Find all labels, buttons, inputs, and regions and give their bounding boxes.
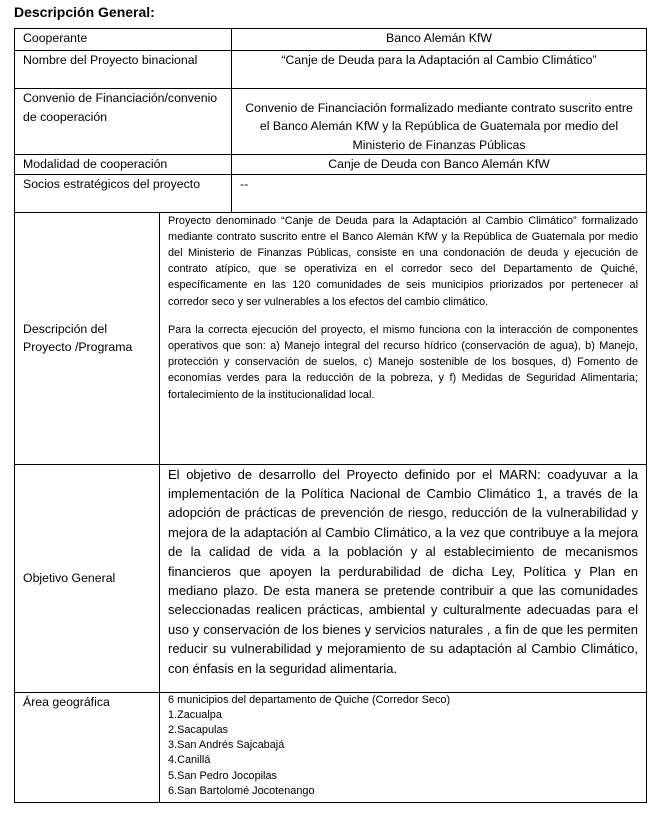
general-description-table	[14, 28, 647, 803]
area-value	[160, 692, 647, 802]
municipio-item: 2.Sacapulas	[168, 723, 228, 736]
modalidad-label: Modalidad de cooperación	[15, 155, 232, 175]
convenio-value: Convenio de Financiación formalizado mediante contrato suscrito entre el Banco Alemán KfW y la República de Guatemala por medio del Ministerio de Finanzas Públicas	[232, 89, 647, 155]
row-cooperante	[15, 29, 647, 51]
descripcion-paragraph-1: Proyecto denominado “Canje de Deuda para la Adaptación al Cambio Climático” formalizado mediante contrato suscrito entre el Banco Alemán KfW y la República de Guatemala por medio del Ministerio de Finanzas Públicas, consiste en una condonación de deuda y ejecución de contrato atípico, que se operativiza en el corredor seco del Departamento de Quiché, específicamente en las 120 comunidades de seis municipios priorizados por pertenecer al corredor seco y ser vulnerables a los efectos del cambio climático.	[168, 214, 639, 308]
cooperante-label: Cooperante	[15, 29, 232, 51]
municipio-item: 3.San Andrés Sajcabajá	[168, 739, 285, 752]
area-intro: 6 municipios del departamento de Quiche (Corredor Seco)	[168, 693, 451, 706]
municipio-item: 1.Zacualpa	[168, 708, 222, 721]
descripcion-label: Descripción del Proyecto /Programa	[15, 212, 160, 464]
row-area	[15, 692, 647, 802]
row-convenio	[15, 89, 647, 155]
objetivo-value: El objetivo de desarrollo del Proyecto definido por el MARN: coadyuvar a la implementación de la Política Nacional de Cambio Climático 1, a través de la adopción de prácticas de prevención de riesgo, reducción de la vulnerabilidad y mejora de la adaptación al Cambio Climático, a la vez que contribuye a la mejora de la calidad de vida a la población y al establecimiento de mecanismos financieros que apoyen la perdurabilidad de dicha Ley, Política y Plan en mediano plazo. De esta manera se pretende contribuir a que las comunidades seleccionadas realicen prácticas, ambiental y culturalmente adecuadas para el uso y conservación de los bienes y servicios naturales , a fin de que les permiten reducir su vulnerabilidad y mejoramiento de su adaptación al Cambio Climático, con énfasis en la seguridad alimentaria.	[160, 464, 647, 692]
cooperante-value: Banco Alemán KfW	[232, 29, 647, 51]
modalidad-value: Canje de Deuda con Banco Alemán KfW	[232, 155, 647, 175]
municipio-item: 4.Canillá	[168, 754, 211, 767]
row-objetivo	[15, 464, 647, 692]
row-modalidad	[15, 155, 647, 175]
proyecto-value: “Canje de Deuda para la Adaptación al Cambio Climático”	[232, 51, 647, 89]
municipio-item: 6.San Bartolomé Jocotenango	[168, 784, 315, 797]
socios-value: --	[232, 174, 647, 212]
descripcion-value	[160, 212, 647, 464]
municipio-item: 5.San Pedro Jocopilas	[168, 769, 277, 782]
convenio-label: Convenio de Financiación/convenio de cooperación	[15, 89, 232, 155]
row-descripcion	[15, 212, 647, 464]
objetivo-label: Objetivo General	[15, 464, 160, 692]
area-label: Área geográfica	[15, 692, 160, 802]
section-heading: Descripción General:	[14, 4, 155, 20]
row-proyecto	[15, 51, 647, 89]
proyecto-label: Nombre del Proyecto binacional	[15, 51, 232, 89]
socios-label: Socios estratégicos del proyecto	[15, 174, 232, 212]
descripcion-paragraph-2: Para la correcta ejecución del proyecto, el mismo funciona con la interacción de componentes operativos que son: a) Manejo integral del recurso hídrico (conservación de agua), b) Manejo, protección y conservación de suelos, c) Manejo sostenible de los bosques, d) Fomento de economías verdes para la reducción de la pobreza, y f) Medidas de Seguridad Alimentaria; fortalecimiento de la institucionalidad local.	[168, 323, 639, 401]
row-socios	[15, 174, 647, 212]
